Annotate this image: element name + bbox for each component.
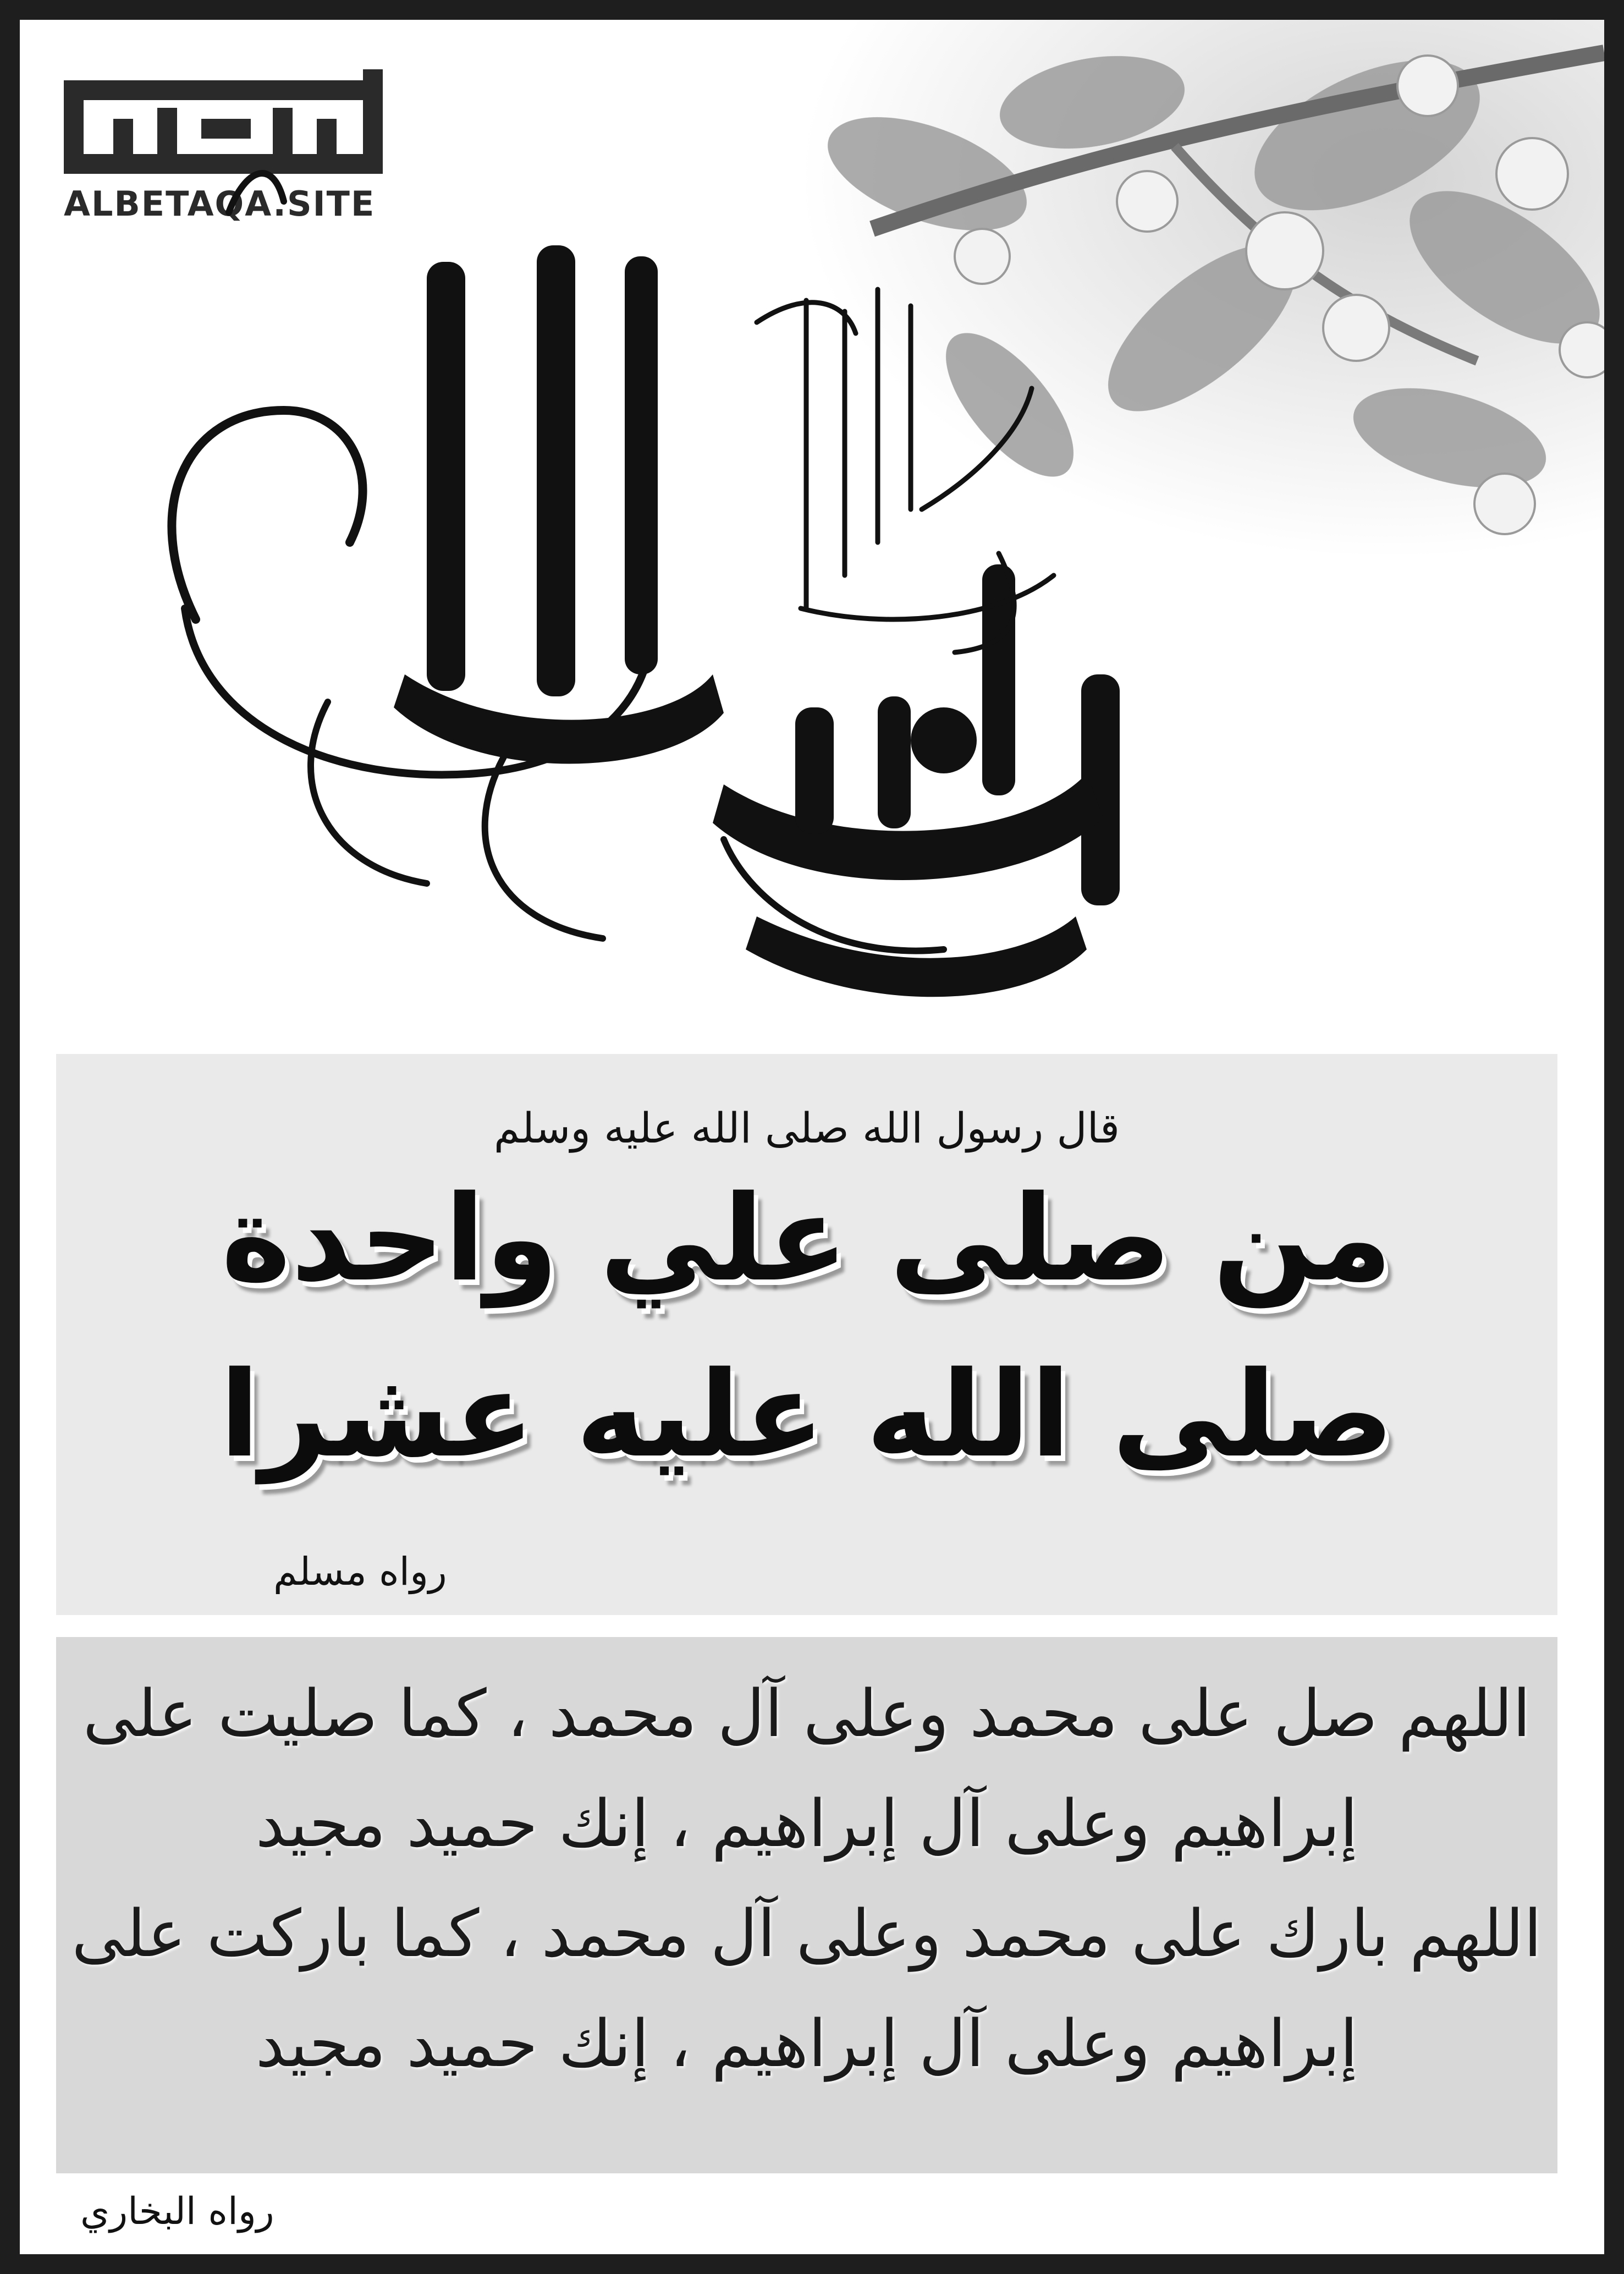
hadith-line-2: صلى الله عليه عشرا: [219, 1345, 1395, 1484]
hadith-panel: [56, 1054, 1557, 1615]
poster: [20, 20, 1604, 2254]
hadith-intro: قال رسول الله صلى الله عليه وسلم: [493, 1103, 1120, 1152]
hadith-line-1: من صلى علي واحدة: [221, 1169, 1392, 1308]
dua-line-2: إبراهيم وعلى آل إبراهيم ، إنك حميد مجيد: [255, 1786, 1358, 1861]
calligraphy-artwork: [119, 124, 1274, 1070]
dua-panel: [56, 1637, 1557, 2173]
dua-line-1: اللهم صل على محمد وعلى آل محمد ، كما صليت على: [82, 1676, 1531, 1751]
hadith-narrator: رواه مسلم: [273, 1549, 447, 1594]
dua-line-3: اللهم بارك على محمد وعلى آل محمد ، كما باركت على: [71, 1896, 1542, 1971]
dua-line-4: إبراهيم وعلى آل إبراهيم ، إنك حميد مجيد: [255, 2006, 1358, 2081]
logo-site-name: ALBETAQA.SITE: [64, 184, 376, 224]
dua-narrator: رواه البخاري: [80, 2190, 274, 2233]
